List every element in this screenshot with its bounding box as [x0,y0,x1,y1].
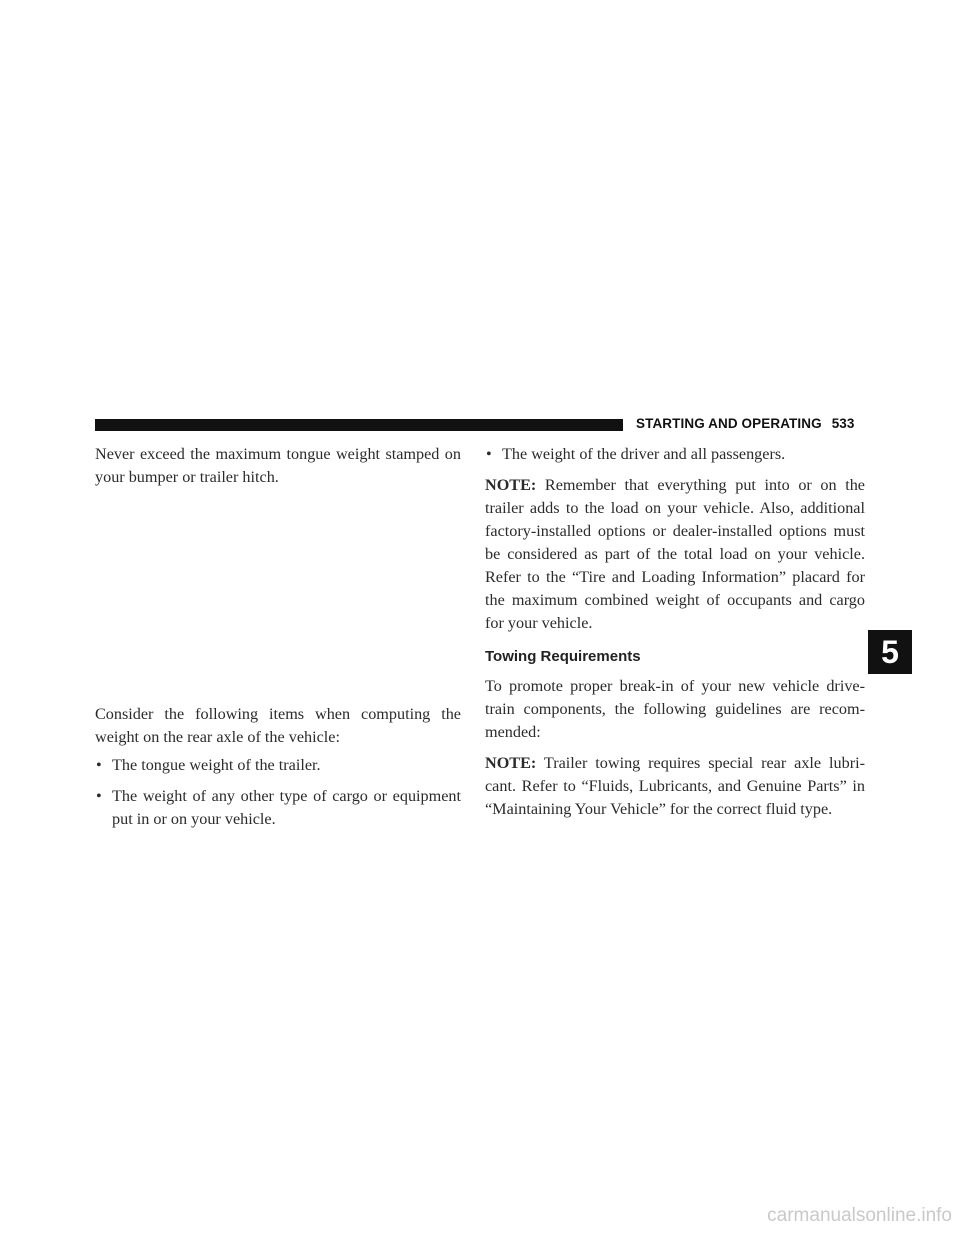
header-rule [95,419,623,431]
note-paragraph [485,752,865,821]
note-label: NOTE: [485,476,537,494]
note-label: NOTE: [485,754,537,772]
list-item-text: The weight of the driver and all passengers. [502,445,786,463]
chapter-tab: 5 [868,630,912,674]
watermark: carmanualsonline.info [767,1205,952,1226]
note-paragraph [485,474,865,635]
tongue-weight-paragraph: Never exceed the maximum tongue weight stamped on your bumper or trailer hitch. [95,445,461,486]
note-text: Trailer towing requires special rear axle lubri-cant. Refer to “Fluids, Lubricants, and Genuine Parts” in “Maintaining Your Vehicle” for the correct fluid type. [485,754,865,818]
note-text: Remember that everything put into or on the trailer adds to the load on your vehicle. Also, additional factory-installed options or dealer-installed options must be considered as part of the total load on your vehicle. Refer to the “Tire and Loading Information” placard for the maximum combined weight of occupants and cargo for your vehicle. [485,476,865,632]
rear-axle-paragraph: Consider the following items when computing the weight on the rear axle of the vehicle: [95,705,461,746]
bullet-icon: • [486,445,492,463]
list-item-text: The weight of any other type of cargo or equipment put in or on your vehicle. [112,787,461,828]
list-item [95,785,461,831]
bullet-icon: • [96,756,102,774]
list-item [485,443,865,466]
left-column-bottom [95,703,461,831]
bullet-icon: • [96,787,102,805]
right-column [485,443,865,821]
page-number: 533 [831,416,855,431]
list-item-text: The tongue weight of the trailer. [112,756,321,774]
break-in-paragraph: To promote proper break-in of your new vehicle drive-train components, the following guidelines are recom-mended: [485,677,865,741]
list-item [95,754,461,777]
section-heading: Towing Requirements [485,648,641,665]
left-column-top [95,443,461,489]
section-title: STARTING AND OPERATING [636,416,822,431]
running-header [636,416,855,431]
